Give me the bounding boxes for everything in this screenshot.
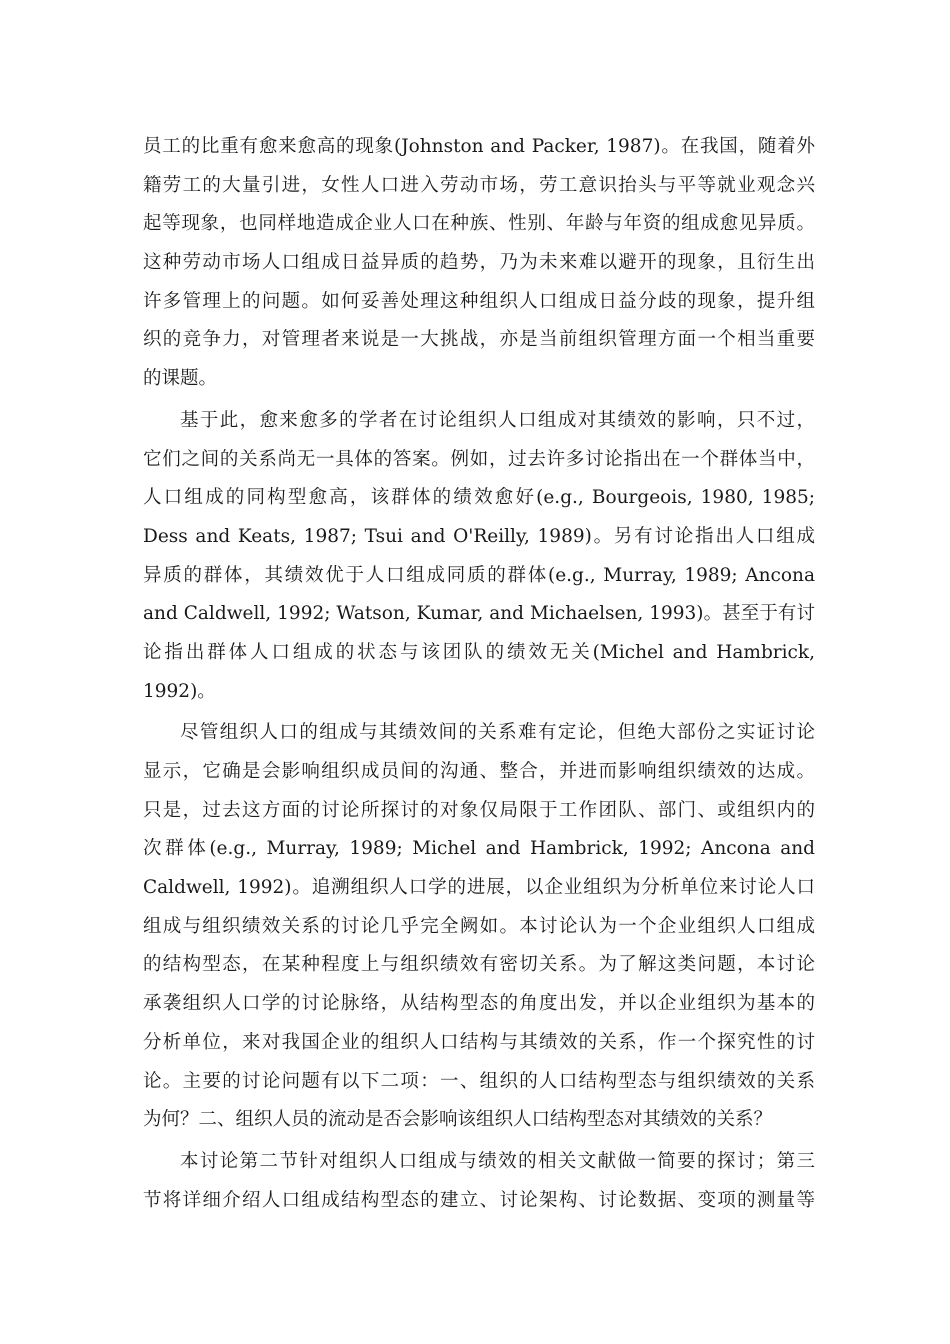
text-line: 的课题。: [143, 368, 218, 390]
text-line: and Caldwell, 1992; Watson, Kumar, and Michaelsen, 1993)。甚至于有讨: [143, 603, 815, 625]
text-line: 基于此，愈来愈多的学者在讨论组织人口组成对其绩效的影响，只不过，: [180, 409, 815, 431]
text-line: 织的竞争力，对管理者来说是一大挑战，亦是当前组织管理方面一个相当重要: [143, 329, 815, 351]
paragraph: [143, 402, 815, 712]
text-line: 本讨论第二节针对组织人口组成与绩效的相关文献做一简要的探讨；第三: [180, 1150, 815, 1172]
paragraph: [143, 1143, 815, 1220]
body-text: [143, 128, 815, 1220]
text-line: 这种劳动市场人口组成日益异质的趋势，乃为未来难以避开的现象，且衍生出: [143, 252, 815, 274]
text-line: 显示，它确是会影响组织成员间的沟通、整合，并进而影响组织绩效的达成。: [143, 761, 815, 782]
text-line: 起等现象，也同样地造成企业人口在种族、性别、年龄与年资的组成愈见异质。: [143, 213, 815, 235]
text-line: 员工的比重有愈来愈高的现象(Johnston and Packer, 1987)。在我国，随着外: [143, 136, 815, 157]
text-line: Dess and Keats, 1987; Tsui and O'Reilly, 1989)。另有讨论指出人口组成: [143, 525, 815, 547]
text-line: 承袭组织人口学的讨论脉络，从结构型态的角度出发，并以企业组织为基本的: [143, 993, 815, 1015]
text-line: 籍劳工的大量引进，女性人口进入劳动市场，劳工意识抬头与平等就业观念兴: [143, 174, 815, 196]
text-line: 为何？二、组织人员的流动是否会影响该组织人口结构型态对其绩效的关系？: [143, 1109, 773, 1131]
text-line: 论指出群体人口组成的状态与该团队的绩效无关(Michel and Hambrick,: [143, 641, 815, 663]
text-line: 次群体(e.g., Murray, 1989; Michel and Hambrick, 1992; Ancona and: [143, 838, 815, 860]
paragraph: [143, 714, 815, 1140]
text-line: 分析单位，来对我国企业的组织人口结构与其绩效的关系，作一个探究性的讨: [143, 1031, 815, 1053]
text-line: Caldwell, 1992)。追溯组织人口学的进展，以企业组织为分析单位来讨论人口: [143, 877, 815, 899]
text-line: 它们之间的关系尚无一具体的答案。例如，过去许多讨论指出在一个群体当中，: [143, 448, 815, 470]
text-line: 1992)。: [143, 680, 216, 702]
text-line: 许多管理上的问题。如何妥善处理这种组织人口组成日益分歧的现象，提升组: [143, 290, 815, 312]
paragraph: [143, 128, 815, 399]
text-line: 人口组成的同构型愈高，该群体的绩效愈好(e.g., Bourgeois, 1980, 1985;: [143, 487, 815, 509]
text-line: 论。主要的讨论问题有以下二项：一、组织的人口结构型态与组织绩效的关系: [143, 1070, 815, 1092]
text-line: 节将详细介绍人口组成结构型态的建立、讨论架构、讨论数据、变项的测量等: [143, 1189, 815, 1211]
text-line: 只是，过去这方面的讨论所探讨的对象仅局限于工作团队、部门、或组织内的: [143, 799, 815, 821]
text-line: 尽管组织人口的组成与其绩效间的关系难有定论，但绝大部份之实证讨论: [180, 722, 815, 744]
text-line: 异质的群体，其绩效优于人口组成同质的群体(e.g., Murray, 1989; Ancona: [143, 564, 815, 586]
text-line: 组成与组织绩效关系的讨论几乎完全阙如。本讨论认为一个企业组织人口组成: [143, 915, 815, 937]
text-line: 的结构型态，在某种程度上与组织绩效有密切关系。为了解这类问题，本讨论: [143, 954, 815, 976]
